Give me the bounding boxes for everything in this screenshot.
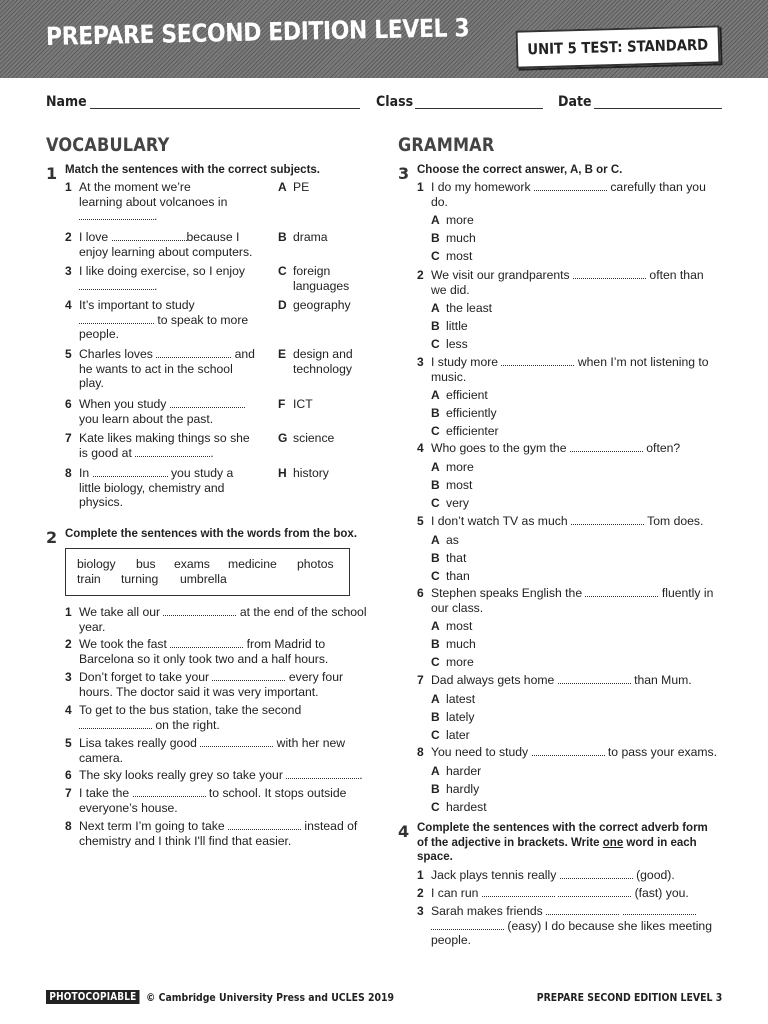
option-letter[interactable]: B xyxy=(431,637,440,651)
answer-gap[interactable] xyxy=(585,587,658,597)
item-text: camera. xyxy=(79,750,124,765)
date-label: Date xyxy=(558,94,592,110)
option-letter[interactable]: B xyxy=(431,477,440,492)
answer-gap[interactable] xyxy=(570,442,643,452)
answer-gap[interactable] xyxy=(79,314,154,324)
option-text[interactable]: more xyxy=(446,213,474,227)
item-number: 2 xyxy=(65,637,72,651)
option-text[interactable]: most xyxy=(446,249,473,263)
subject-name: languages xyxy=(293,278,350,293)
option-text[interactable]: than xyxy=(446,568,470,583)
header-banner xyxy=(0,0,768,78)
option-text[interactable]: efficient xyxy=(446,388,488,402)
subject-letter: C xyxy=(278,264,287,278)
item-text: hours. The doctor said it was very important. xyxy=(79,684,319,699)
answer-gap[interactable] xyxy=(112,231,187,241)
option-text[interactable]: very xyxy=(446,495,470,510)
option-text[interactable]: hardly xyxy=(446,781,480,796)
subject-name: design and xyxy=(293,347,353,361)
item-number: 4 xyxy=(65,298,72,312)
item-text: We visit our grandparents often than xyxy=(431,268,704,282)
item-text: play. xyxy=(79,376,104,390)
item-text: physics. xyxy=(79,495,124,509)
subject-letter: B xyxy=(278,230,287,244)
vocabulary-title: VOCABULARY xyxy=(46,134,170,156)
answer-gap[interactable] xyxy=(156,348,231,358)
item-number: 5 xyxy=(417,514,424,528)
option-letter[interactable]: C xyxy=(431,799,440,814)
exercise-2-instruction: Complete the sentences with the words from the box. xyxy=(65,528,358,540)
answer-gap[interactable] xyxy=(482,887,555,897)
item-text: year. xyxy=(79,619,106,634)
option-letter[interactable]: C xyxy=(431,337,440,351)
answer-gap[interactable] xyxy=(571,515,644,525)
option-letter[interactable]: A xyxy=(431,619,440,633)
item-number: 3 xyxy=(417,904,424,918)
answer-gap[interactable] xyxy=(573,269,646,279)
item-text: To get to the bus station, take the second xyxy=(79,703,302,717)
item-text: . xyxy=(79,279,157,294)
subject-letter: H xyxy=(278,466,287,480)
exercise-3-number: 3 xyxy=(398,164,410,183)
subject-letter: A xyxy=(278,180,287,194)
option-letter[interactable]: C xyxy=(431,727,440,742)
item-number: 8 xyxy=(65,819,72,833)
option-text[interactable]: less xyxy=(446,337,468,351)
option-letter[interactable]: A xyxy=(431,388,440,402)
subject-letter: G xyxy=(278,431,288,445)
answer-gap[interactable] xyxy=(170,638,243,648)
item-number: 4 xyxy=(65,703,72,717)
item-number: 6 xyxy=(417,586,424,600)
photocopiable-label: PHOTOCOPIABLE xyxy=(46,990,140,1004)
option-text[interactable]: most xyxy=(446,477,473,492)
option-letter[interactable]: C xyxy=(431,424,440,438)
subject-name: technology xyxy=(293,361,352,376)
option-text[interactable]: efficienter xyxy=(446,424,499,438)
item-text: to speak to more xyxy=(79,313,248,328)
item-text: chemistry and I think I'll find that easier. xyxy=(79,833,292,848)
item-number: 2 xyxy=(417,268,424,282)
item-text: I study more when I’m not listening to xyxy=(431,355,709,369)
item-text: I do my homework carefully than you xyxy=(431,180,706,194)
answer-gap[interactable] xyxy=(532,746,605,756)
item-text: enjoy learning about computers. xyxy=(79,244,253,259)
student-info-row xyxy=(46,94,726,114)
exercise-2-number: 2 xyxy=(46,528,58,547)
item-text: our class. xyxy=(431,600,484,615)
answer-gap[interactable] xyxy=(163,606,236,616)
item-text: people. xyxy=(79,327,119,341)
item-text: he wants to act in the school xyxy=(79,361,233,376)
option-letter[interactable]: B xyxy=(431,550,440,565)
exercise-1-number: 1 xyxy=(46,164,58,183)
subject-name: drama xyxy=(293,230,328,244)
item-text: music. xyxy=(431,369,467,384)
option-letter[interactable]: B xyxy=(431,406,440,420)
page-title: PREPARE SECOND EDITION LEVEL 3 xyxy=(45,13,470,51)
option-letter[interactable]: A xyxy=(431,213,440,227)
item-text: everyone’s house. xyxy=(79,800,178,815)
item-text: You need to study to pass your exams. xyxy=(431,745,717,759)
answer-gap[interactable] xyxy=(133,787,206,797)
answer-gap[interactable] xyxy=(200,737,273,747)
item-text: The sky looks really grey so take your . xyxy=(79,768,363,782)
exercise-4-number: 4 xyxy=(398,822,410,841)
item-text: When you study xyxy=(79,397,245,412)
answer-gap[interactable] xyxy=(558,674,631,684)
instruction-line: Complete the sentences with the correct adverb form xyxy=(417,822,708,834)
item-number: 2 xyxy=(65,230,72,244)
item-text: we did. xyxy=(431,282,470,297)
answer-gap[interactable] xyxy=(558,887,631,897)
item-text: In you study a xyxy=(79,466,234,480)
item-text: Lisa takes really good with her new xyxy=(79,736,346,750)
option-text[interactable]: most xyxy=(446,619,473,633)
option-text[interactable]: latest xyxy=(446,691,476,706)
option-letter[interactable]: B xyxy=(431,781,440,796)
word-box-word: umbrella xyxy=(180,572,227,586)
item-number: 8 xyxy=(417,745,424,759)
item-text: I can run (fast) you. xyxy=(431,886,689,900)
subject-name: geography xyxy=(293,298,351,312)
class-label: Class xyxy=(376,94,414,110)
item-number: 7 xyxy=(65,786,72,800)
copyright-text: © Cambridge University Press and UCLES 2019 xyxy=(146,991,395,1004)
option-text[interactable]: much xyxy=(446,231,476,245)
word-box-word: biology xyxy=(77,557,116,571)
name-field[interactable] xyxy=(90,108,360,109)
exercise-1-instruction: Match the sentences with the correct subjects. xyxy=(65,164,320,176)
test-badge-label: UNIT 5 TEST: STANDARD xyxy=(527,35,709,59)
option-text[interactable]: that xyxy=(446,550,467,565)
option-letter[interactable]: A xyxy=(431,691,440,706)
item-number: 7 xyxy=(65,431,72,445)
answer-gap[interactable] xyxy=(560,869,633,879)
item-text: We took the fast from Madrid to xyxy=(79,637,326,651)
item-text: little biology, chemistry and xyxy=(79,480,225,495)
word-box-word: bus xyxy=(136,557,156,571)
grammar-title: GRAMMAR xyxy=(398,134,495,156)
option-text[interactable]: as xyxy=(446,532,459,547)
option-text[interactable]: much xyxy=(446,637,476,651)
item-text: Who goes to the gym the often? xyxy=(431,441,681,455)
word-box-word: medicine xyxy=(228,557,277,571)
item-text: I don’t watch TV as much Tom does. xyxy=(431,514,704,528)
option-letter[interactable]: A xyxy=(431,532,440,547)
item-text: Sarah makes friends xyxy=(431,904,696,919)
answer-gap[interactable] xyxy=(501,356,574,366)
item-number: 1 xyxy=(65,605,72,619)
subject-letter: D xyxy=(278,298,287,312)
option-text[interactable]: little xyxy=(446,319,468,333)
item-text: Kate likes making things so she xyxy=(79,431,250,445)
answer-gap[interactable] xyxy=(170,398,245,408)
answer-gap[interactable] xyxy=(623,905,696,915)
subject-letter: E xyxy=(278,347,287,361)
option-letter[interactable]: B xyxy=(431,319,440,333)
answer-gap[interactable] xyxy=(93,467,168,477)
item-text: Don’t forget to take your every four xyxy=(79,670,344,684)
word-box-word: photos xyxy=(297,557,334,571)
answer-gap[interactable] xyxy=(79,280,154,290)
option-letter[interactable]: C xyxy=(431,249,440,263)
instruction-line: of the adjective in brackets. Write one word in each xyxy=(417,836,697,849)
item-number: 4 xyxy=(417,441,424,455)
option-letter[interactable]: A xyxy=(431,459,440,474)
answer-gap[interactable] xyxy=(534,181,607,191)
subject-name: PE xyxy=(293,180,310,194)
word-box-word: train xyxy=(77,572,101,586)
item-text: on the right. xyxy=(79,718,220,733)
option-text[interactable]: more xyxy=(446,655,474,669)
option-text[interactable]: harder xyxy=(446,763,482,778)
item-text: is good at . xyxy=(79,445,214,460)
item-number: 6 xyxy=(65,768,72,782)
item-text: Stephen speaks English the fluently in xyxy=(431,586,714,600)
answer-gap[interactable] xyxy=(286,769,359,779)
subject-name: ICT xyxy=(293,397,313,411)
subject-letter: F xyxy=(278,397,286,411)
item-number: 3 xyxy=(417,355,424,369)
item-text: It’s important to study xyxy=(79,298,195,312)
answer-gap[interactable] xyxy=(546,905,619,915)
option-text[interactable]: the least xyxy=(446,301,493,315)
item-text: people. xyxy=(431,933,471,947)
item-text: At the moment we’re xyxy=(79,180,191,194)
option-text[interactable]: efficiently xyxy=(446,406,497,420)
item-number: 5 xyxy=(65,347,72,361)
class-field[interactable] xyxy=(415,108,543,109)
item-text: do. xyxy=(431,194,448,209)
item-number: 3 xyxy=(65,670,72,684)
item-text: Next term I’m going to take instead of xyxy=(79,819,358,833)
item-number: 8 xyxy=(65,466,72,480)
subject-name: science xyxy=(293,431,335,445)
item-text: I like doing exercise, so I enjoy xyxy=(79,264,245,278)
instruction-line: space. xyxy=(417,851,453,863)
option-letter[interactable]: A xyxy=(431,763,440,778)
item-number: 1 xyxy=(65,180,72,194)
item-text: learning about volcanoes in xyxy=(79,194,228,209)
item-text: Jack plays tennis really (good). xyxy=(431,868,675,882)
answer-gap[interactable] xyxy=(79,210,154,220)
item-text: We take all our at the end of the school xyxy=(79,605,367,619)
subject-name: history xyxy=(293,466,329,480)
item-text: Barcelona so it only took two and a half hours. xyxy=(79,651,329,666)
option-letter[interactable]: B xyxy=(431,231,440,245)
footer-level-title: PREPARE SECOND EDITION LEVEL 3 xyxy=(536,991,722,1004)
answer-gap[interactable] xyxy=(431,920,504,930)
answer-gap[interactable] xyxy=(135,447,210,457)
item-number: 3 xyxy=(65,264,72,278)
option-text[interactable]: hardest xyxy=(446,799,487,814)
test-badge xyxy=(516,25,721,68)
option-letter[interactable]: A xyxy=(431,301,440,315)
word-box xyxy=(65,548,350,596)
item-text: . xyxy=(79,209,157,224)
item-text: I take the to school. It stops outside xyxy=(79,786,347,800)
answer-gap[interactable] xyxy=(212,671,285,681)
item-number: 6 xyxy=(65,397,72,411)
item-number: 1 xyxy=(417,868,424,882)
item-text: you learn about the past. xyxy=(79,411,214,426)
date-field[interactable] xyxy=(594,108,722,109)
item-number: 7 xyxy=(417,673,424,687)
option-letter[interactable]: B xyxy=(431,709,440,724)
item-text: Charles loves and xyxy=(79,347,255,361)
item-number: 5 xyxy=(65,736,72,750)
name-label: Name xyxy=(46,94,87,110)
footer xyxy=(46,990,722,1006)
answer-gap[interactable] xyxy=(79,719,152,729)
item-text: Dad always gets home than Mum. xyxy=(431,673,692,687)
option-text[interactable]: later xyxy=(446,727,470,742)
option-letter[interactable]: C xyxy=(431,568,440,583)
option-letter[interactable]: C xyxy=(431,495,440,510)
option-text[interactable]: lately xyxy=(446,709,475,724)
item-number: 1 xyxy=(417,180,424,194)
item-number: 2 xyxy=(417,886,424,900)
exercise-3-instruction: Choose the correct answer, A, B or C. xyxy=(417,164,623,176)
item-text: (easy) I do because she likes meeting xyxy=(431,919,712,934)
word-box-word: exams xyxy=(174,557,210,571)
option-letter[interactable]: C xyxy=(431,655,440,669)
word-box-word: turning xyxy=(121,572,159,586)
answer-gap[interactable] xyxy=(228,820,301,830)
item-text: I love because I xyxy=(79,230,240,244)
subject-name: foreign xyxy=(293,264,331,278)
option-text[interactable]: more xyxy=(446,459,474,474)
